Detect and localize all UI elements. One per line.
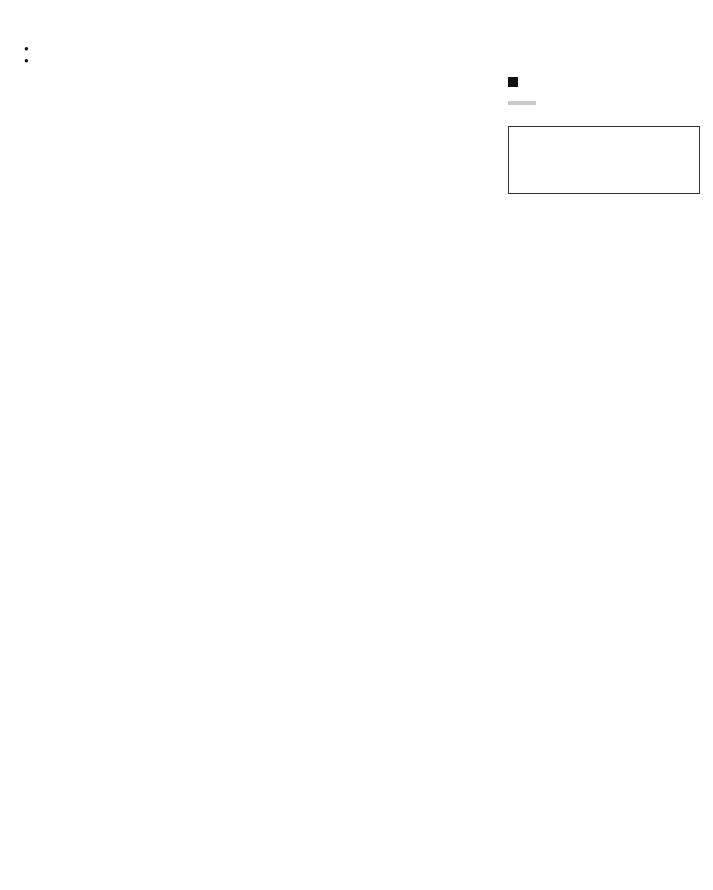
terminal-row-bottom [509, 187, 699, 193]
diagrams-column [10, 75, 502, 194]
specifications-panel [508, 75, 708, 194]
notes-right-column [376, 9, 706, 66]
specifications-title [508, 77, 708, 87]
note-10 [376, 31, 706, 42]
note-8-number [376, 9, 380, 19]
notes-left-column [14, 9, 364, 66]
note-8 [376, 9, 706, 20]
note-9 [376, 20, 706, 31]
note-7-number [14, 32, 18, 43]
ch502-terminal-box [508, 126, 700, 194]
terminal-row-top [509, 127, 699, 133]
note-label [508, 101, 536, 105]
fuse-type-bullet [14, 43, 364, 54]
note-5-number [14, 9, 18, 20]
note-6 [14, 20, 364, 31]
top-notes [0, 0, 713, 66]
note-10-number [376, 31, 380, 41]
main-area [0, 75, 713, 194]
note-7 [14, 32, 364, 43]
fuse-rating-bullet [14, 55, 364, 66]
note-5 [14, 9, 364, 20]
black-square-icon [508, 77, 518, 87]
note-9-number [376, 20, 380, 30]
note-6-number [14, 20, 18, 31]
